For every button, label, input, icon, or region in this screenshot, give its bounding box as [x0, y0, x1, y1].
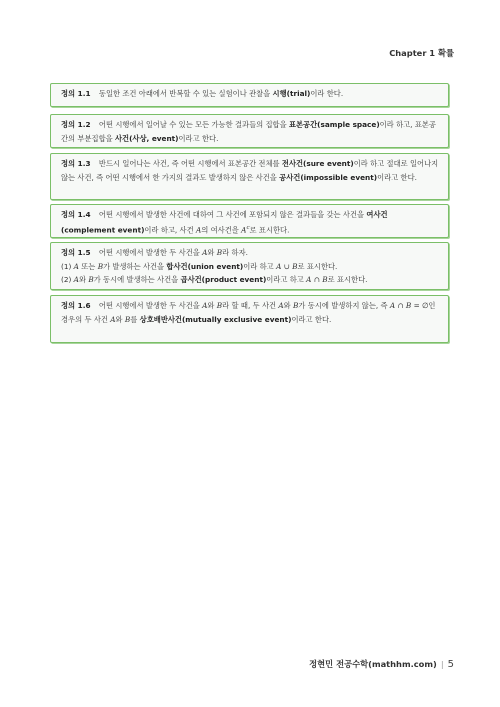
definition-label: 정의 1.6 — [61, 301, 91, 310]
definition-term: 전사건(sure event) — [281, 159, 354, 168]
math-var: B — [292, 261, 298, 271]
intersection-symbol: ∩ — [395, 301, 406, 310]
definition-text: 이라 하고 — [243, 261, 277, 271]
math-var: A — [202, 301, 208, 310]
definition-text: 로 표시한다. — [327, 275, 368, 285]
math-var: A — [389, 301, 396, 310]
definition-box-1-3 — [50, 153, 449, 200]
definition-text: 이라 하고, 표본공간의 부분집합을 — [61, 120, 436, 143]
math-var: A — [110, 314, 116, 324]
definition-box-1-4 — [50, 204, 449, 238]
math-var: A — [73, 275, 79, 285]
page-number: 5 — [447, 659, 454, 670]
definition-label: 정의 1.5 — [61, 248, 91, 257]
definition-text: 의 여사건을 — [201, 225, 242, 235]
definition-text: 와 — [207, 301, 217, 310]
definition-text: 이라 하고, 사건 — [144, 225, 196, 235]
definition-text: 반드시 일어나는 사건, 즉 어떤 시행에서 표본공간 전체를 — [98, 159, 282, 168]
definition-text: 가 발생하는 사건을 — [103, 261, 167, 271]
definition-text: 이라고 한다. — [377, 172, 417, 182]
math-var: A — [202, 248, 208, 257]
math-var: B — [97, 261, 104, 271]
definition-term: 상호배반사건(mutually exclusive event) — [139, 314, 292, 324]
definition-box-1-2 — [50, 114, 449, 148]
math-superscript: c — [246, 224, 250, 231]
definition-text: 라 하자. — [222, 248, 248, 257]
math-var: A — [278, 301, 284, 310]
union-symbol: ∪ — [281, 261, 293, 271]
definition-term: 곱사건(product event) — [180, 275, 267, 285]
math-var: A — [73, 261, 79, 271]
math-var: A — [276, 261, 282, 271]
definition-text: 와 — [283, 301, 294, 310]
math-var: B — [293, 301, 299, 310]
definition-text: 어떤 시행에서 일어날 수 있는 모든 가능한 결과들의 집합을 — [98, 120, 289, 129]
definition-term: 여사건(complement event) — [61, 210, 388, 235]
definition-text: 가 동시에 발생하는 사건을 — [93, 275, 181, 285]
chapter-header: Chapter 1 확률 — [389, 48, 454, 58]
definition-text: 와 — [207, 248, 217, 257]
definition-box-1-5 — [50, 242, 449, 290]
definition-term: 사건(사상, event) — [114, 133, 179, 143]
intersection-symbol: ∩ — [311, 275, 323, 285]
definition-text: 동일한 조건 아래에서 반복할 수 있는 실험이나 관찰을 — [98, 89, 273, 98]
definition-text: 어떤 시행에서 발생한 사건에 대하여 그 사건에 포함되지 않은 결과들을 갖는 사건을 — [98, 210, 367, 219]
definition-label: 정의 1.4 — [61, 210, 91, 219]
definition-text: 로 표시한다. — [249, 225, 290, 235]
definition-text: 인 경우의 두 사건 — [61, 301, 436, 324]
definition-label: 정의 1.3 — [61, 159, 91, 168]
definition-text: 가 동시에 발생하지 않는, 즉 — [298, 301, 390, 310]
definition-text: 이라고 하고 — [266, 275, 307, 285]
definition-text: 이라 한다. — [310, 89, 344, 98]
definition-term: 합사건(union event) — [166, 261, 244, 271]
definition-text: 를 — [130, 314, 140, 324]
definition-term: 시행(trial) — [272, 89, 311, 98]
footer-title: 정현민 전공수학(mathhm.com) — [309, 659, 437, 669]
definition-text: 이라 하고 절대로 일어나지 않는 사건, 즉 어떤 시행에서 한 가지의 결과도 발생하지 않은 사건을 — [61, 159, 439, 182]
definition-text: 이라고 한다. — [178, 133, 219, 143]
page-footer — [309, 658, 454, 670]
footer-separator: | — [440, 659, 444, 669]
definition-line — [61, 246, 439, 260]
definition-term: (impossible event) — [300, 172, 378, 182]
definition-box-1-6 — [50, 295, 449, 343]
math-var: A — [195, 225, 202, 235]
math-var: B — [405, 301, 412, 310]
math-var: B — [124, 314, 131, 324]
definition-item-2 — [61, 273, 439, 287]
definition-text: 이라고 한다. — [291, 314, 332, 324]
math-var: B — [322, 275, 328, 285]
definition-text: 와 — [78, 275, 89, 285]
math-var: A — [241, 225, 247, 235]
definition-text: 어떤 시행에서 발생한 두 사건을 — [98, 248, 203, 257]
definition-term: 표본공간(sample space) — [288, 120, 380, 129]
definition-text: 라 할 때, 두 사건 — [222, 301, 279, 310]
empty-set-equation: = ∅ — [411, 301, 429, 310]
definition-text: 어떤 시행에서 발생한 두 사건을 — [98, 301, 203, 310]
math-var: B — [216, 248, 223, 257]
definition-term: 공사건 — [279, 172, 301, 182]
math-var: A — [306, 275, 312, 285]
definition-label: 정의 1.2 — [61, 120, 91, 129]
math-var: B — [88, 275, 94, 285]
definition-text: 또는 — [78, 261, 98, 271]
definition-text: 와 — [115, 314, 125, 324]
definition-item-1 — [61, 260, 439, 274]
math-var: B — [216, 301, 223, 310]
item-number: (1) — [61, 261, 74, 271]
definition-text: 로 표시한다. — [297, 261, 338, 271]
item-number: (2) — [61, 275, 74, 285]
definition-box-1-1 — [50, 83, 449, 107]
definition-label: 정의 1.1 — [61, 89, 91, 98]
